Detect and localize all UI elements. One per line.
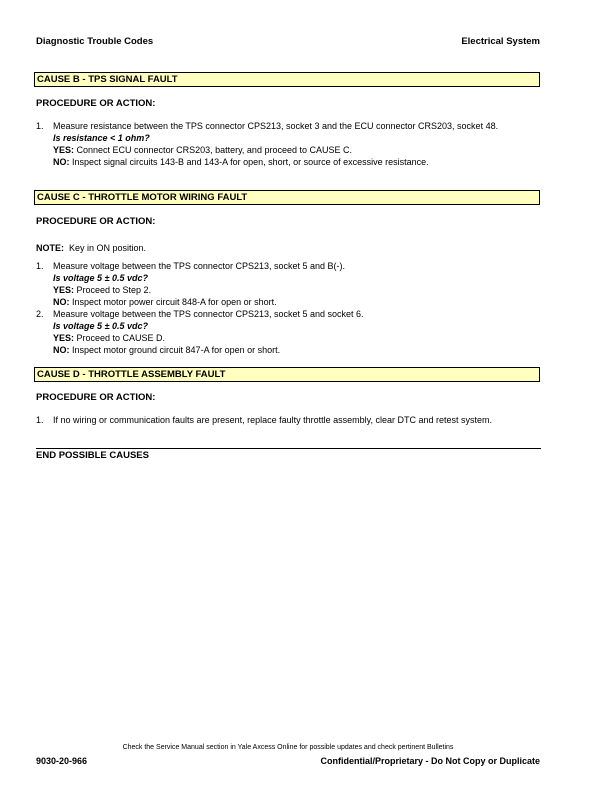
cause-c-steps <box>36 260 541 356</box>
step-number: 1. <box>36 415 44 425</box>
yes-label: YES: <box>53 333 75 343</box>
end-possible-causes: END POSSIBLE CAUSES <box>36 450 149 461</box>
cause-c-heading: CAUSE C - THROTTLE MOTOR WIRING FAULT <box>34 190 540 205</box>
step-text: If no wiring or communication faults are present, replace faulty throttle assembly, clear DTC and retest system. <box>53 415 493 425</box>
no-text: Inspect motor power circuit 848-A for open or short. <box>69 297 277 307</box>
step-text: Measure resistance between the TPS connector CPS213, socket 3 and the ECU connector CRS203, socket 48. <box>53 121 499 131</box>
list-item <box>36 308 541 356</box>
list-item <box>36 414 541 426</box>
no-text: Inspect motor ground circuit 847-A for open or short. <box>69 345 281 355</box>
note-label: NOTE: <box>36 243 64 253</box>
cause-b-heading: CAUSE B - TPS SIGNAL FAULT <box>34 72 540 87</box>
step-question: Is voltage 5 ± 0.5 vdc? <box>53 273 148 283</box>
yes-label: YES: <box>53 145 75 155</box>
list-item <box>36 260 541 308</box>
header-title-left: Diagnostic Trouble Codes <box>36 36 154 47</box>
cause-d-procedure-label: PROCEDURE OR ACTION: <box>36 392 156 403</box>
divider <box>36 448 541 449</box>
step-question: Is resistance < 1 ohm? <box>53 133 150 143</box>
note <box>36 243 146 253</box>
header-title-right: Electrical System <box>461 36 540 47</box>
yes-text: Proceed to Step 2. <box>74 285 152 295</box>
cause-b-procedure-label: PROCEDURE OR ACTION: <box>36 98 156 109</box>
yes-text: Connect ECU connector CRS203, battery, and proceed to CAUSE C. <box>74 145 352 155</box>
confidential-notice: Confidential/Proprietary - Do Not Copy or Duplicate <box>320 756 540 766</box>
no-text: Inspect signal circuits 143-B and 143-A for open, short, or source of excessive resistance. <box>69 157 429 167</box>
list-item <box>36 120 541 168</box>
no-label: NO: <box>53 345 70 355</box>
step-question: Is voltage 5 ± 0.5 vdc? <box>53 321 148 331</box>
note-text: Key in ON position. <box>64 243 147 253</box>
step-number: 1. <box>36 261 44 271</box>
cause-b-steps <box>36 120 541 168</box>
footer-note: Check the Service Manual section in Yale Axcess Online for possible updates and check pertinent Bulletins <box>122 744 454 751</box>
yes-label: YES: <box>53 285 75 295</box>
step-text: Measure voltage between the TPS connector CPS213, socket 5 and B(-). <box>53 261 345 271</box>
cause-d-heading: CAUSE D - THROTTLE ASSEMBLY FAULT <box>34 367 540 382</box>
cause-c-procedure-label: PROCEDURE OR ACTION: <box>36 216 156 227</box>
step-text: Measure voltage between the TPS connector CPS213, socket 5 and socket 6. <box>53 309 364 319</box>
no-label: NO: <box>53 157 70 167</box>
document-code: 9030-20-966 <box>36 756 88 766</box>
step-number: 2. <box>36 309 44 319</box>
yes-text: Proceed to CAUSE D. <box>74 333 166 343</box>
no-label: NO: <box>53 297 70 307</box>
step-number: 1. <box>36 121 44 131</box>
cause-d-steps <box>36 414 541 426</box>
